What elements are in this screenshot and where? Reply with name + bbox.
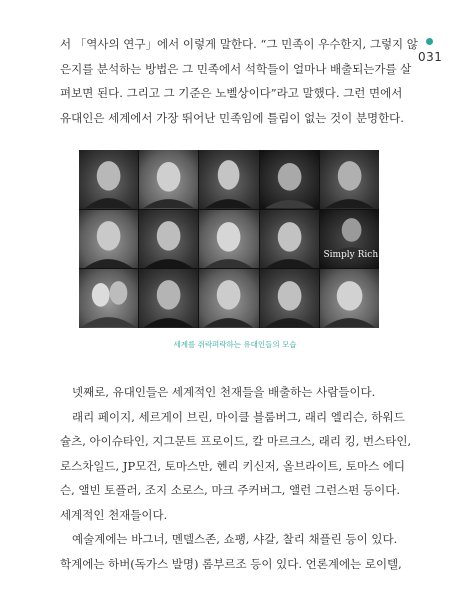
text-line: 래리 페이지, 세르게이 브린, 마이클 블룸버그, 래리 엘리슨, 하워드 — [72, 409, 405, 424]
book-title-text: Simply Rich — [323, 250, 379, 261]
text-line: 슐츠, 아이슈타인, 지그문트 프로이드, 칼 마르크스, 래리 킹, 번스타인, — [60, 434, 412, 448]
portrait-photo — [320, 150, 379, 209]
text-line: 유대인은 세계에서 가장 뛰어난 민족임에 틀림이 없는 것이 분명한다. — [60, 110, 404, 125]
text-line: 슨, 앨빈 토플러, 조지 소로스, 마크 주커버그, 앨런 그런스펀 등이다. — [60, 483, 401, 497]
top-paragraph — [60, 32, 418, 130]
portrait-photo — [79, 150, 138, 209]
portrait-photo — [260, 269, 319, 328]
portrait-photo — [79, 210, 138, 269]
text-line: 펴보면 된다. 그리고 그 기준은 노벨상이다”라고 말했다. 그런 면에서 — [60, 86, 403, 100]
text-line: 학계에는 하버(독가스 발명) 롬부르조 등이 있다. 언론계에는 로이텔, — [60, 556, 402, 571]
portrait-photo — [79, 269, 138, 328]
portrait-photo — [260, 150, 319, 209]
page-marker-dot — [426, 38, 433, 45]
text-line: 은지를 분석하는 방법은 그 민족에서 석학들이 얼마나 배출되는가를 살 — [60, 61, 412, 76]
portrait-photo — [139, 210, 198, 269]
book-cover-photo — [320, 210, 379, 269]
portrait-photo — [139, 269, 198, 328]
portrait-photo — [320, 269, 379, 328]
portrait-photo — [199, 150, 258, 209]
text-line: 로스차일드, JP모건, 토마스만, 헨리 키신저, 올브라이트, 토마스 에디 — [60, 458, 406, 473]
text-line: 서 「역사의 연구」에서 이렇게 말한다. “그 민족이 우수한지, 그렇지 않 — [60, 37, 418, 51]
text-line: 세계적인 천재들이다. — [60, 507, 168, 522]
portrait-photo — [199, 210, 258, 269]
portrait-photo — [139, 150, 198, 209]
portrait-photo — [199, 269, 258, 328]
figure-caption: 세계를 쥐락펴락하는 유대인들의 모습 — [173, 340, 297, 349]
portrait-collage — [79, 150, 379, 328]
text-line: 넷째로, 유대인들은 세계적인 천재들을 배출하는 사람들이다. — [72, 385, 376, 399]
page-number: 031 — [418, 50, 443, 64]
bottom-paragraph — [60, 380, 412, 576]
text-line: 예술계에는 바그너, 멘델스존, 쇼팽, 샤갈, 찰리 채플린 등이 있다. — [72, 532, 398, 546]
portrait-photo — [260, 210, 319, 269]
